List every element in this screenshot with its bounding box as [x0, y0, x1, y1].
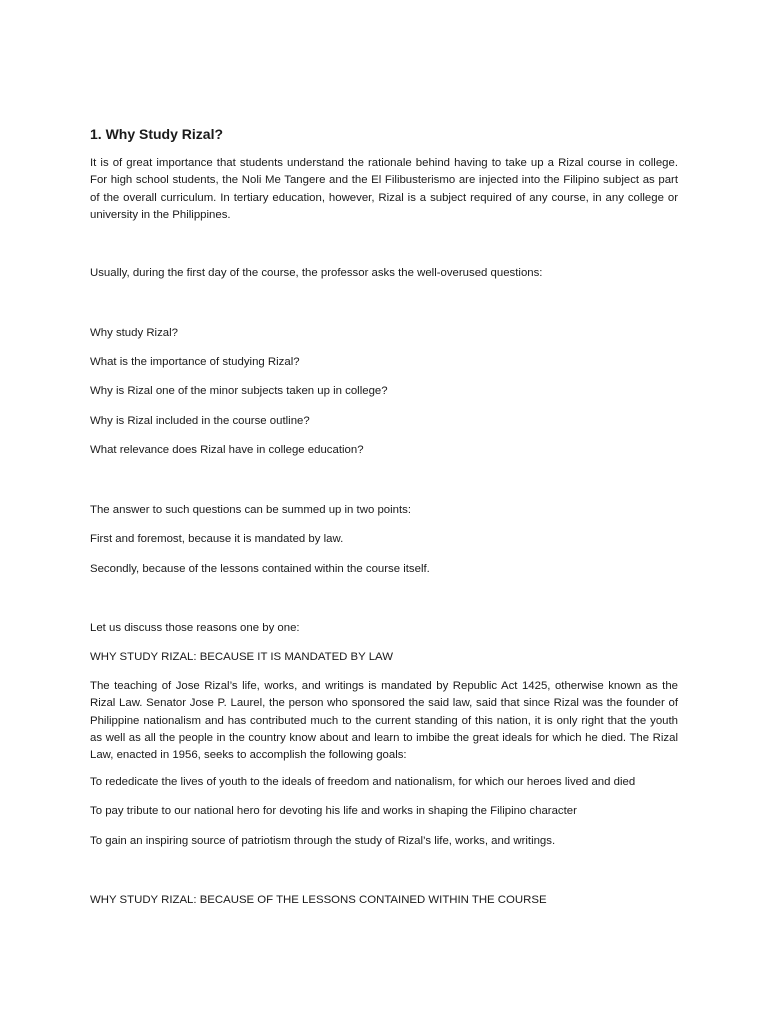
answer-intro: The answer to such questions can be summed up in two points: [90, 504, 412, 516]
question-item: Why is Rizal included in the course outline? [90, 415, 310, 427]
intro-paragraph: It is of great importance that students understand the rationale behind having to take up a Rizal course in college. For high school students, the Noli Me Tangere and the El Filibusterismo are injected into the Filipino subject as part of the overall curriculum. In tertiary education, however, Rizal is a subject required of any course, in any college or university in the Philippines. [90, 157, 678, 221]
question-item: Why study Rizal? [90, 327, 178, 339]
goal-item: To gain an inspiring source of patriotism through the study of Rizal’s life, works, and writings. [90, 835, 556, 847]
question-item: Why is Rizal one of the minor subjects taken up in college? [90, 385, 388, 397]
section-heading-lessons: WHY STUDY RIZAL: BECAUSE OF THE LESSONS CONTAINED WITHIN THE COURSE [90, 894, 547, 906]
point-item: Secondly, because of the lessons contained within the course itself. [90, 563, 430, 575]
goal-item: To pay tribute to our national hero for devoting his life and works in shaping the Filipino character [90, 805, 577, 817]
rizal-law-paragraph: The teaching of Jose Rizal’s life, works, and writings is mandated by Republic Act 1425, otherwise known as the Rizal Law. Senator Jose P. Laurel, the person who sponsored the said law, said that since Rizal was the founder of Philippine nationalism and has contributed much to the current standing of this nation, it is only right that the youth as well as all the people in the country know about and learn to imbibe the great ideals for which he died. The Rizal Law, enacted in 1956, seeks to accomplish the following goals: [90, 680, 678, 762]
point-item: First and foremost, because it is mandated by law. [90, 533, 344, 545]
document-heading: 1. Why Study Rizal? [90, 126, 224, 142]
section-heading-law: WHY STUDY RIZAL: BECAUSE IT IS MANDATED BY LAW [90, 651, 393, 663]
goal-item: To rededicate the lives of youth to the ideals of freedom and nationalism, for which our heroes lived and died [90, 776, 636, 788]
discuss-line: Let us discuss those reasons one by one: [90, 622, 300, 634]
questions-intro: Usually, during the first day of the course, the professor asks the well-overused questions: [90, 267, 543, 279]
question-item: What relevance does Rizal have in college education? [90, 444, 364, 456]
document-page [90, 0, 678, 1024]
question-item: What is the importance of studying Rizal? [90, 356, 300, 368]
